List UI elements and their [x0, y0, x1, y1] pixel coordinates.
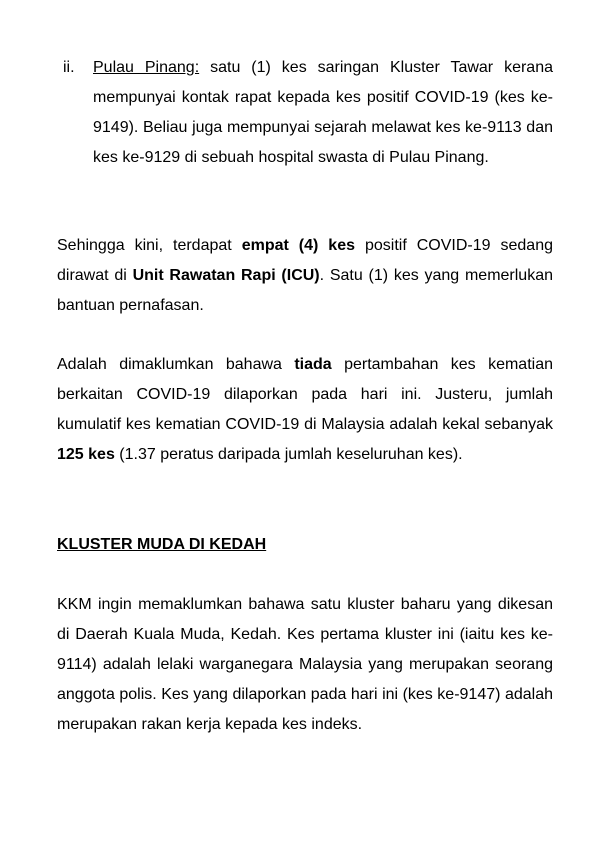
- place-label: Pulau Pinang:: [93, 59, 200, 76]
- icu-text-1: Sehingga kini, terdapat: [57, 237, 242, 254]
- death-paragraph: [57, 350, 553, 470]
- icu-text-2: positif COVID-19 sedang dirawat di: [57, 237, 553, 284]
- cluster-paragraph: KKM ingin memaklumkan bahawa satu kluster baharu yang dikesan di Daerah Kuala Muda, Kedah. Kes pertama kluster ini (iaitu kes ke-9114) adalah lelaki warganegara Malaysia yang merupakan seorang anggota polis. Kes yang dilaporkan pada hari ini (kes ke-9147) adalah merupakan rakan kerja kepada kes indeks.: [57, 596, 553, 733]
- death-text-2: pertambahan kes kematian berkaitan COVID-19 dilaporkan pada hari ini. Justeru, jumlah kumulatif kes kematian COVID-19 di Malaysia adalah kekal sebanyak: [57, 356, 553, 433]
- list-item-pulau-pinang: [57, 53, 553, 173]
- icu-bold-unit: Unit Rawatan Rapi (ICU): [132, 267, 320, 284]
- death-bold-count: 125 kes: [57, 446, 115, 463]
- icu-paragraph: [57, 231, 553, 321]
- death-bold-none: tiada: [294, 356, 332, 373]
- death-text-1: Adalah dimaklumkan bahawa: [57, 356, 295, 373]
- icu-bold-count: empat (4) kes: [241, 237, 355, 254]
- death-text-3: (1.37 peratus daripada jumlah keseluruhan kes).: [114, 446, 463, 463]
- list-item-body: [93, 53, 553, 173]
- list-item-number: ii.: [63, 59, 75, 76]
- section-heading: KLUSTER MUDA DI KEDAH: [57, 536, 267, 553]
- list-item-text: satu (1) kes saringan Kluster Tawar kerana mempunyai kontak rapat kepada kes positif COVID-19 (kes ke-9149). Beliau juga mempunyai sejarah melawat kes ke-9113 dan kes ke-9129 di sebuah hospital swasta di Pulau Pinang.: [93, 59, 553, 166]
- icu-text-3: . Satu (1) kes yang memerlukan bantuan pernafasan.: [57, 267, 554, 314]
